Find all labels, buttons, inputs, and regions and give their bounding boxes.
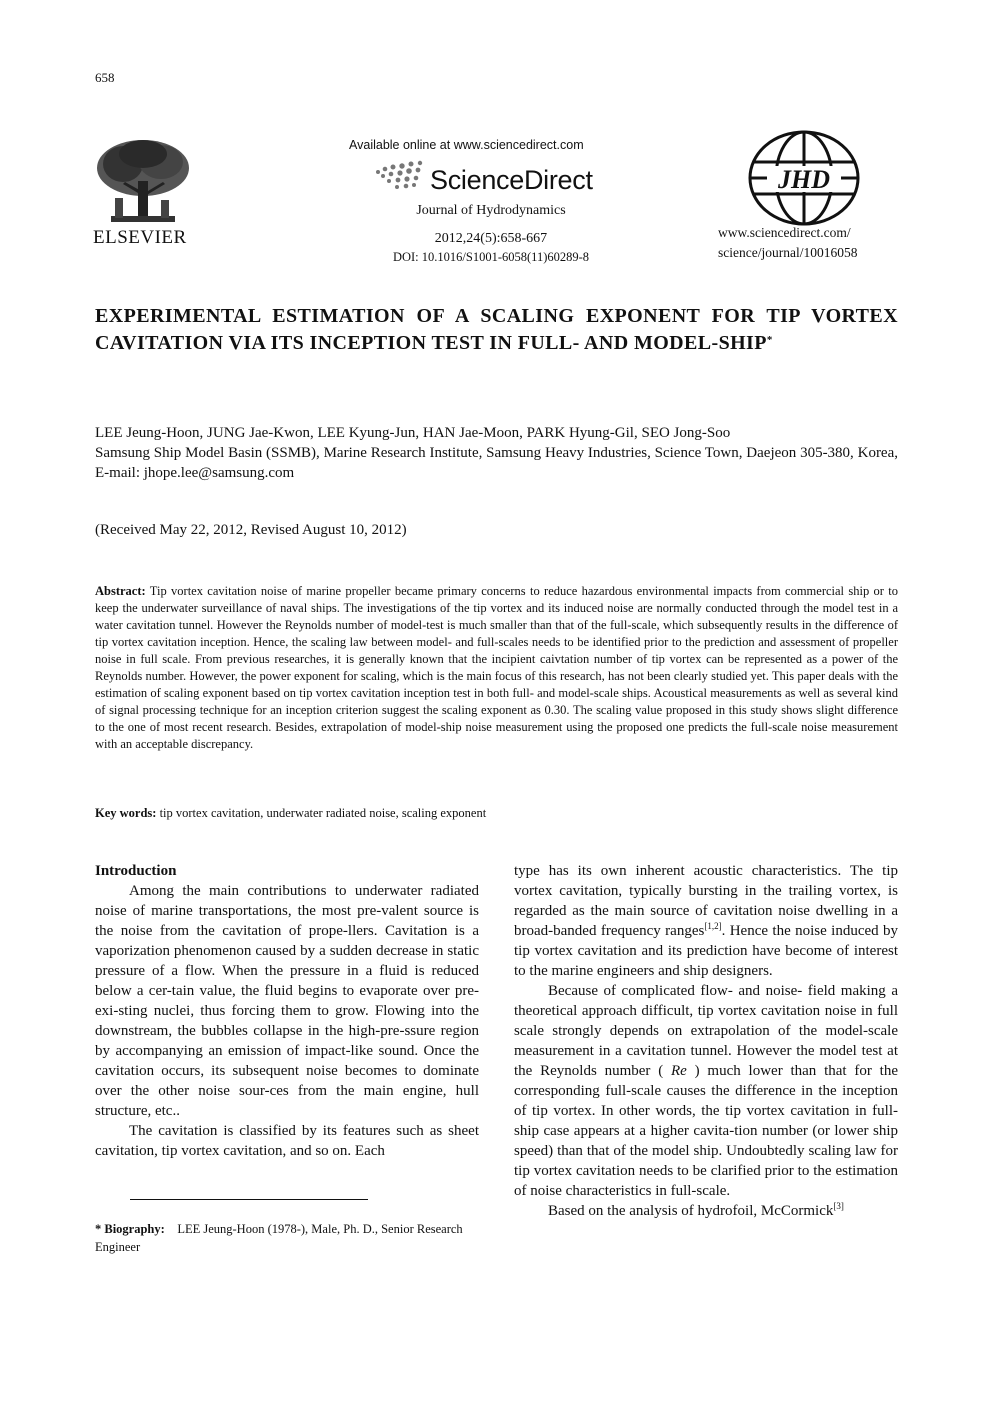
sciencedirect-dots-icon: [372, 160, 430, 194]
sciencedirect-wordmark: ScienceDirect: [430, 165, 593, 195]
paragraph: [514, 981, 898, 1201]
keywords: [95, 806, 898, 821]
footnote-text: LEE Jeung-Hoon (1978-), Male, Ph. D., Senior Research Engineer: [95, 1222, 463, 1254]
paragraph-text: Based on the analysis of hydrofoil, McCormick: [548, 1203, 834, 1219]
title-footnote-marker: *: [766, 334, 773, 346]
abstract: [95, 583, 898, 753]
journal-url: [718, 223, 857, 263]
paragraph: [514, 861, 898, 981]
citation-ref: [1,2]: [704, 921, 722, 931]
citation: 2012,24(5):658-667: [434, 231, 548, 246]
available-online-text: Available online at www.sciencedirect.com: [349, 138, 584, 152]
body-column-left: [95, 861, 479, 1161]
affiliation: Samsung Ship Model Basin (SSMB), Marine Research Institute, Samsung Heavy Industries, Science Town, Daejeon 305-380, Korea, E-mail: jhope.lee@samsung.com: [95, 445, 898, 481]
paragraph-text: Because of complicated flow- and noise- field making a theoretical approach difficult, tip vortex cavitation noise in full scale strongly depends on extrapolation of the model-scale measurement in a cavitation tunnel. However the model test at the Reynolds number (: [514, 983, 898, 1079]
journal-url-line-1: www.sciencedirect.com/: [718, 225, 851, 240]
paragraph-text: type has its own inherent acoustic characteristics. The tip vortex cavitation, typically bursting in the trailing vortex, is regarded as the main source of cavitation noise dwelling in a broad-banded frequency ranges: [514, 863, 898, 939]
keywords-label: Key words:: [95, 806, 157, 820]
article-title: [95, 303, 898, 357]
article-title-text: EXPERIMENTAL ESTIMATION OF A SCALING EXPONENT FOR TIP VORTEX CAVITATION VIA ITS INCEPTION TEST IN FULL- AND MODEL-SHIP: [95, 305, 898, 354]
body-column-right: [514, 861, 898, 1221]
abstract-label: Abstract:: [95, 584, 146, 598]
paragraph: [514, 1201, 898, 1221]
reynolds-symbol: Re: [671, 1063, 687, 1079]
citation-ref: [3]: [833, 1201, 844, 1211]
jhd-globe-logo: [745, 128, 863, 228]
doi: DOI: 10.1016/S1001-6058(11)60289-8: [392, 250, 590, 264]
elsevier-wordmark: ELSEVIER: [93, 227, 187, 248]
journal-url-line-2: science/journal/10016058: [718, 245, 858, 260]
footnote-label: * Biography:: [95, 1222, 165, 1236]
paragraph: The cavitation is classified by its features such as sheet cavitation, tip vortex cavitation, and so on. Each: [95, 1123, 479, 1159]
abstract-text: Tip vortex cavitation noise of marine propeller became primary concerns to reduce hazardous environmental impacts from commercial ship or to keep the underwater surveillance of naval ships. The investigations of the tip vortex and its induced noise are normally conducted through the model test in a water cavitation tunnel. However the Reynolds number of model-test is much smaller than that of the full-scale, which subsequently results in the difference of tip vortex cavitation inception. Hence, the scaling law between model- and full-scales needs to be identified prior to the prediction and assessment of propeller noise in full scale. From previous researches, it is generally known that the incipient caivtation number of tip vortex can be represented as a power of the Reynolds number. However, the power exponent for scaling, which is the main focus of this research, has not been clearly studied yet. This paper deals with the estimation of scaling exponent based on tip vortex cavitation inception test in both full- and model-scale ships. Acoustical measurements as well as several kind of signal processing technique for an inception criterion suggest the scaling exponent as 0.30. The scaling value proposed in this study shows slight difference to the one of most recent research. Besides, extrapolation of model-ship noise measurement using the proposed one predicts the full-scale noise measurement with an acceptable discrepancy.: [95, 584, 898, 751]
page-number: 658: [95, 70, 115, 85]
paragraph-text: . Hence the noise induced by tip vortex cavitation and its prediction have become of interest to the marine engineers and ship designers.: [514, 923, 899, 979]
footnote-rule: [130, 1199, 368, 1200]
received-dates: (Received May 22, 2012, Revised August 10, 2012): [95, 522, 407, 538]
jhd-logo-text: JHD: [778, 165, 830, 194]
paragraph: Among the main contributions to underwater radiated noise of marine transportations, the most pre-valent source is the noise from the cavitation of prope-llers. Cavitation is a vaporization phenomenon caused by a sudden decrease in static pressure of a flow. When the pressure in a fluid is reduced below a cer-tain value, the fluid begins to evaporate over pre-exi-sting nuclei, thus forcing them to grow. Flowing into the downstream, the bubbles collapse in the high-pre-ssure region by accompanying an emission of impact-like sound. Once the cavitation occurs, its subsequent noise becomes to dominate over the other noise sour-ces from the main engine, hull structure, etc..: [95, 883, 479, 1119]
section-heading-introduction: Introduction: [95, 863, 177, 879]
paragraph-text: ) much lower than that for the corresponding full-scale causes the difference in the inception of tip vortex. In other words, the tip vortex cavitation in full-ship case appears at a higher cavita-tion number (or lower ship speed) than that of the model ship. Undoubtedly scaling law for tip vortex cavitation needs to be clarified prior to the estimation of noise characteristics in full-scale.: [514, 1063, 899, 1199]
footnote-biography: [95, 1220, 479, 1256]
keywords-text: tip vortex cavitation, underwater radiated noise, scaling exponent: [159, 806, 487, 820]
authors: LEE Jeung-Hoon, JUNG Jae-Kwon, LEE Kyung-Jun, HAN Jae-Moon, PARK Hyung-Gil, SEO Jong-Soo: [95, 425, 731, 441]
journal-name: Journal of Hydrodynamics: [416, 203, 566, 218]
